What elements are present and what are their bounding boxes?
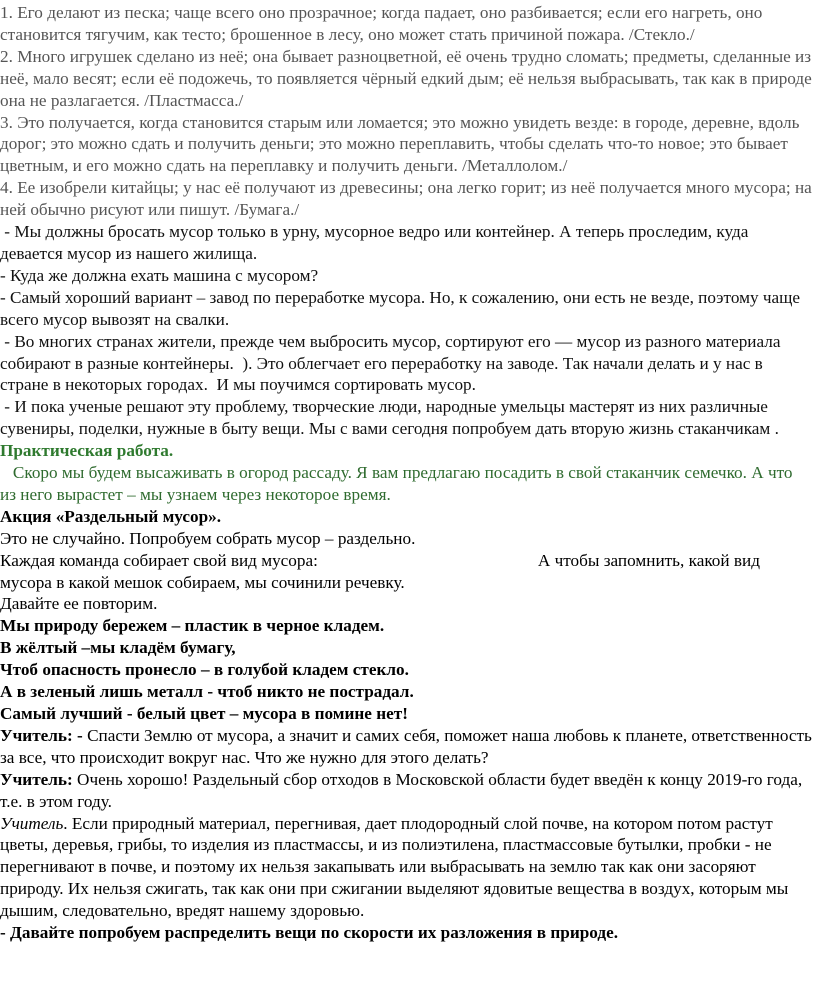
teacher-label: Учитель: - bbox=[0, 725, 83, 745]
practical-work-heading: Практическая работа. bbox=[0, 441, 174, 461]
action-line-1: Это не случайно. Попробуем собрать мусор – раздельно. bbox=[0, 528, 416, 548]
riddle-1: 1. Его делают из песка; чаще всего оно прозрачное; когда падает, оно разбивается; если его нагреть, оно становится тягучим, как тесто; брошенное в лесу, оно может стать причиной пожара. /Стекло./ bbox=[0, 3, 763, 44]
chant-line-4: А в зеленый лишь металл - чтоб никто не пострадал. bbox=[0, 682, 414, 702]
action-line-3: Давайте ее повторим. bbox=[0, 594, 158, 614]
final-line: - Давайте попробуем распределить вещи по скорости их разложения в природе. bbox=[0, 923, 619, 943]
practical-work-text: Скоро мы будем высаживать в огород рассаду. Я вам предлагаю посадить в свой стаканчик семечко. А что из него вырастет – мы узнаем через некоторое время. bbox=[0, 463, 797, 504]
dialog-paragraph-2: - Куда же должна ехать машина с мусором? bbox=[0, 265, 319, 285]
dialog-paragraph-1: - Мы должны бросать мусор только в урну, мусорное ведро или контейнер. А теперь проследим, куда девается мусор из нашего жилища. bbox=[0, 222, 753, 263]
chant-line-2: В жёлтый –мы кладём бумагу, bbox=[0, 638, 236, 658]
teacher-label: Учитель: bbox=[0, 769, 73, 789]
dialog-paragraph-3: - Самый хороший вариант – завод по переработке мусора. Но, к сожалению, они есть не везде, поэтому чаще всего мусор вывозят на свалки. bbox=[0, 287, 801, 329]
teacher-paragraph-3 bbox=[0, 813, 812, 923]
teacher-text: Очень хорошо! Раздельный сбор отходов в Московской области будет введён к концу 2019-го года, т.е. в этом году. bbox=[0, 769, 803, 811]
teacher-paragraph-1 bbox=[0, 725, 812, 769]
action-line-2b: А чтобы запомнить, какой вид мусора в какой мешок собираем, мы сочинили речевку. bbox=[0, 550, 760, 592]
teacher-label: Учитель bbox=[0, 813, 64, 833]
teacher-paragraph-2 bbox=[0, 769, 812, 813]
riddle-2: 2. Много игрушек сделано из неё; она бывает разноцветной, её очень трудно сломать; предметы, сделанные из неё, мало весят; если её подожечь, то появляется чёрный едкий дым; её нельзя выбрасывать, так как в природе она не разлагается. /Пластмасса./ bbox=[0, 46, 812, 110]
riddle-3: 3. Это получается, когда становится старым или ломается; это можно увидеть везде: в городе, деревне, вдоль дорог; это можно сдать и получить деньги; это можно переплавить, чтобы сделать что-то новое; это бывает цветным, и его можно сдать на переплавку и получить деньги. /Металлолом./ bbox=[0, 112, 800, 176]
action-line-2 bbox=[0, 550, 812, 594]
teacher-text: . Если природный материал, перегнивая, дает плодородный слой почве, на котором потом растут цветы, деревья, грибы, то изделия из пластмассы, и из полиэтилена, пластмассовые бутылки, пробки - не перегнивают в почве, и поэтому их нельзя закапывать или выбрасывать на землю так как они засоряют природу. Их нельзя сжигать, так как они при сжигании выделяют ядовитые вещества в воздух, которым мы дышим, следовательно, вредят нашему здоровью. bbox=[0, 813, 789, 921]
riddle-4: 4. Ее изобрели китайцы; у нас её получают из древесины; она легко горит; из неё получается много мусора; на ней обычно рисуют или пишут. /Бумага./ bbox=[0, 178, 812, 220]
action-line-2a: Каждая команда собирает свой вид мусора: bbox=[0, 550, 318, 570]
document-page bbox=[0, 2, 812, 944]
chant-line-5: Самый лучший - белый цвет – мусора в помине нет! bbox=[0, 704, 408, 723]
chant-line-3: Чтоб опасность пронесло – в голубой кладем стекло. bbox=[0, 660, 409, 680]
dialog-paragraph-4: - Во многих странах жители, прежде чем выбросить мусор, сортируют его — мусор из разного материала собирают в разные контейнеры. ). Это облегчает его переработку на заводе. Так начали делать и у нас в стране в некоторых городах. И мы поучимся сортировать мусор. bbox=[0, 331, 785, 395]
chant-line-1: Мы природу бережем – пластик в черное кладем. bbox=[0, 616, 385, 636]
teacher-text: Спасти Землю от мусора, а значит и самих себя, поможет наша любовь к планете, ответственность за все, что происходит вокруг нас. Что же нужно для этого делать? bbox=[0, 725, 812, 767]
action-heading: Акция «Раздельный мусор». bbox=[0, 506, 222, 526]
dialog-paragraph-5: - И пока ученые решают эту проблему, творческие люди, народные умельцы мастерят из них различные сувениры, поделки, нужные в быту вещи. Мы с вами сегодня попробуем дать вторую жизнь стаканчикам . bbox=[0, 397, 779, 439]
